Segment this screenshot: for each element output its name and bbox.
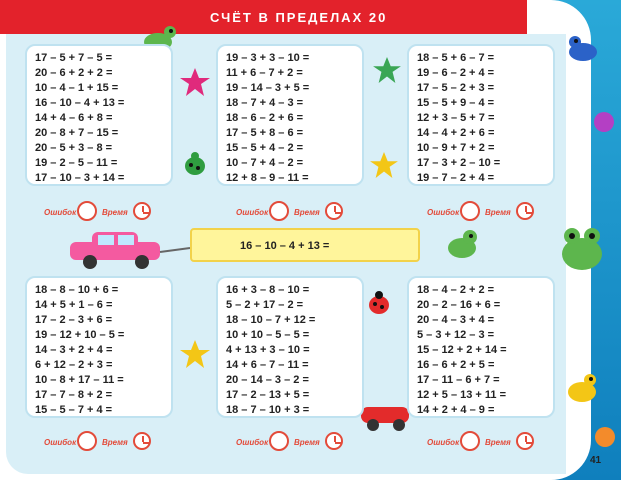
bird-icon xyxy=(563,32,603,66)
errors-circle[interactable] xyxy=(77,201,97,221)
star-icon xyxy=(373,57,401,83)
star-icon xyxy=(180,68,210,96)
exercise-card xyxy=(407,44,555,186)
exercise-line: 18 – 7 – 10 + 3 = xyxy=(226,404,310,416)
star-icon xyxy=(370,152,398,178)
page-title: СЧЁТ В ПРЕДЕЛАХ 20 xyxy=(210,10,388,25)
banner-expression: 16 – 10 – 4 + 13 = xyxy=(240,240,330,252)
errors-label: Ошибок xyxy=(236,438,269,447)
alarm-clock-icon xyxy=(325,432,343,450)
errors-circle[interactable] xyxy=(460,201,480,221)
frog-icon xyxy=(550,218,614,278)
exercise-line: 17 – 11 – 6 + 7 = xyxy=(417,374,500,386)
exercise-line: 18 – 10 – 7 + 12 = xyxy=(226,314,316,326)
exercise-line: 18 – 8 – 10 + 6 = xyxy=(35,284,119,296)
exercise-line: 5 – 2 + 17 – 2 = xyxy=(226,299,304,311)
errors-circle[interactable] xyxy=(77,431,97,451)
exercise-line: 14 + 4 – 6 + 8 = xyxy=(35,112,113,124)
exercise-line: 14 + 2 + 4 – 9 = xyxy=(417,404,495,416)
exercise-card xyxy=(216,44,364,186)
paint-splash-icon xyxy=(590,108,618,136)
bird-icon xyxy=(444,228,484,264)
time-label: Время xyxy=(294,208,320,217)
alarm-clock-icon xyxy=(133,432,151,450)
exercise-line: 12 + 3 – 5 + 7 = xyxy=(417,112,495,124)
exercise-line: 15 – 12 + 2 + 14 = xyxy=(417,344,507,356)
exercise-line: 10 + 10 – 5 – 5 = xyxy=(226,329,310,341)
exercise-line: 20 – 5 + 3 – 8 = xyxy=(35,142,113,154)
exercise-line: 14 – 4 + 2 + 6 = xyxy=(417,127,495,139)
page-number: 41 xyxy=(590,455,602,466)
exercise-card xyxy=(407,276,555,418)
errors-circle[interactable] xyxy=(269,201,289,221)
errors-label: Ошибок xyxy=(44,208,77,217)
exercise-line: 12 + 5 – 13 + 11 = xyxy=(417,389,506,401)
exercise-line: 14 + 5 + 1 – 6 = xyxy=(35,299,113,311)
errors-label: Ошибок xyxy=(44,438,77,447)
alarm-clock-icon xyxy=(325,202,343,220)
exercise-line: 17 – 5 + 8 – 6 = xyxy=(226,127,304,139)
alarm-clock-icon xyxy=(516,202,534,220)
alarm-clock-icon xyxy=(133,202,151,220)
exercise-line: 17 – 10 – 3 + 14 = xyxy=(35,172,125,184)
exercise-line: 10 – 4 – 1 + 15 = xyxy=(35,82,119,94)
exercise-line: 19 – 14 – 3 + 5 = xyxy=(226,82,310,94)
time-label: Время xyxy=(485,208,511,217)
exercise-line: 16 + 3 – 8 – 10 = xyxy=(226,284,310,296)
time-label: Время xyxy=(102,438,128,447)
exercise-line: 19 – 12 + 10 – 5 = xyxy=(35,329,125,341)
exercise-line: 19 – 7 – 2 + 4 = xyxy=(417,172,495,184)
exercise-line: 16 – 10 – 4 + 13 = xyxy=(35,97,125,109)
time-label: Время xyxy=(485,438,511,447)
exercise-line: 15 – 5 + 4 – 2 = xyxy=(226,142,304,154)
exercise-line: 19 – 3 + 3 – 10 = xyxy=(226,52,310,64)
exercise-line: 10 – 7 + 4 – 2 = xyxy=(226,157,304,169)
exercise-line: 16 – 6 + 2 + 5 = xyxy=(417,359,495,371)
exercise-line: 18 – 4 – 2 + 2 = xyxy=(417,284,495,296)
exercise-line: 15 – 5 + 9 – 4 = xyxy=(417,97,495,109)
exercise-line: 11 + 6 – 7 + 2 = xyxy=(226,67,303,79)
car-icon xyxy=(64,228,194,272)
example-banner xyxy=(190,228,420,262)
exercise-line: 19 – 6 – 2 + 4 = xyxy=(417,67,495,79)
exercise-line: 20 – 4 – 3 + 4 = xyxy=(417,314,495,326)
exercise-line: 5 – 3 + 12 – 3 = xyxy=(417,329,495,341)
exercise-line: 14 – 3 + 2 + 4 = xyxy=(35,344,113,356)
alarm-clock-icon xyxy=(516,432,534,450)
exercise-card xyxy=(25,44,173,186)
paint-splash-icon xyxy=(592,424,618,450)
exercise-line: 17 – 3 + 2 – 10 = xyxy=(417,157,501,169)
exercise-line: 18 – 7 + 4 – 3 = xyxy=(226,97,304,109)
exercise-line: 17 – 2 – 13 + 5 = xyxy=(226,389,310,401)
exercise-line: 20 – 2 – 16 + 6 = xyxy=(417,299,501,311)
red-car-icon xyxy=(355,395,415,433)
star-icon xyxy=(180,340,210,368)
exercise-line: 17 – 7 – 8 + 2 = xyxy=(35,389,113,401)
errors-label: Ошибок xyxy=(427,438,460,447)
errors-circle[interactable] xyxy=(269,431,289,451)
bug-icon xyxy=(181,150,209,178)
exercise-line: 17 – 5 + 7 – 5 = xyxy=(35,52,113,64)
errors-circle[interactable] xyxy=(460,431,480,451)
exercise-line: 12 + 8 – 9 – 11 = xyxy=(226,172,309,184)
exercise-line: 15 – 5 – 7 + 4 = xyxy=(35,404,113,416)
exercise-line: 10 – 9 + 7 + 2 = xyxy=(417,142,495,154)
exercise-line: 19 – 2 – 5 – 11 = xyxy=(35,157,118,169)
errors-label: Ошибок xyxy=(427,208,460,217)
exercise-line: 6 + 12 – 2 + 3 = xyxy=(35,359,113,371)
exercise-line: 18 – 6 – 2 + 6 = xyxy=(226,112,304,124)
exercise-line: 20 – 6 + 2 + 2 = xyxy=(35,67,113,79)
time-label: Время xyxy=(294,438,320,447)
exercise-line: 17 – 2 – 3 + 6 = xyxy=(35,314,113,326)
errors-label: Ошибок xyxy=(236,208,269,217)
exercise-line: 17 – 5 – 2 + 3 = xyxy=(417,82,495,94)
time-label: Время xyxy=(102,208,128,217)
exercise-card xyxy=(216,276,364,418)
exercise-line: 10 – 8 + 17 – 11 = xyxy=(35,374,124,386)
exercise-card xyxy=(25,276,173,418)
exercise-line: 18 – 5 + 6 – 7 = xyxy=(417,52,495,64)
exercise-line: 20 – 8 + 7 – 15 = xyxy=(35,127,119,139)
exercise-line: 20 – 14 – 3 – 2 = xyxy=(226,374,309,386)
exercise-line: 4 + 13 + 3 – 10 = xyxy=(226,344,310,356)
ladybug-icon xyxy=(366,290,392,316)
exercise-line: 14 + 6 – 7 – 11 = xyxy=(226,359,309,371)
bird-icon xyxy=(560,370,606,410)
